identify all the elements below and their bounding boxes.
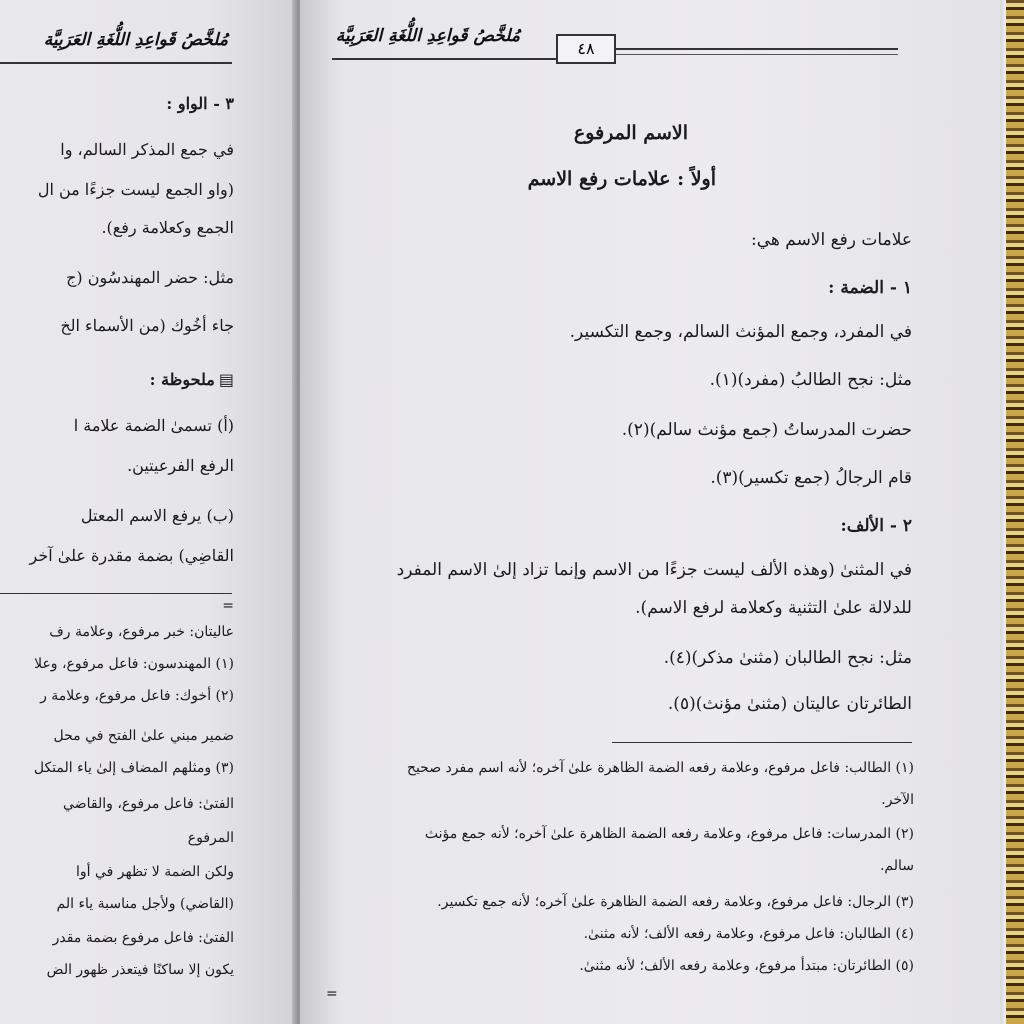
left-line: مثل: حضر المهندسُون (ج [66,268,234,287]
left-line: في جمع المذكر السالم، وا [60,140,234,159]
section-text: للدلالة علىٰ التثنية وكعلامة لرفع الاسم). [635,598,912,618]
example-line: مثل: نجح الطالبُ (مفرد)(١). [709,370,912,390]
section-text: في المثنىٰ (وهذه الألف ليست جزءًا من الاسم وإنما تزاد إلىٰ الاسم المفرد [396,560,912,580]
example-line: الطائرتان عاليتان (مثنىٰ مؤنث)(٥). [667,694,912,714]
section-heading-alif: ٢ - الألف: [840,516,912,536]
intro-text: علامات رفع الاسم هي: [750,230,912,250]
left-footnote-line: المرفوع [187,830,234,846]
book-cover-edge [1006,0,1024,1024]
footnote-line: سالم. [879,858,914,874]
page-title: الاسم المرفوع [573,122,688,144]
left-footnote-line: ضمير مبني علىٰ الفتح في محل [53,728,234,744]
left-line: جاء أخُوك (من الأسماء الخ [60,316,234,335]
example-line: قام الرجالُ (جمع تكسير)(٣). [710,468,912,488]
left-footnote-line: (٣) ومثلهم المضاف إلىٰ ياء المتكل [33,760,234,776]
left-footnote-line: الفتىٰ: فاعل مرفوع، والقاضي [63,796,234,812]
footnote-line: (٥) الطائرتان: مبتدأ مرفوع، وعلامة رفعه الألف؛ لأنه مثنىٰ. [579,958,914,974]
footnote-rule [612,742,912,743]
footnote-line: (٤) الطالبان: فاعل مرفوع، وعلامة رفعه الألف؛ لأنه مثنىٰ. [583,926,914,942]
left-page [0,0,298,1024]
left-footnote-line: ولكن الضمة لا تظهر في أوا [75,864,234,880]
left-running-header: مُلخَّصُ قَواعِدِ اللُّغَةِ العَرَبِيَّة [43,30,228,50]
left-line: (واو الجمع ليست جزءًا من ال [37,180,234,199]
left-line: (أ) تسمىٰ الضمة علامة ا [73,416,234,435]
left-footnote-line: عاليتان: خبر مرفوع، وعلامة رف [49,624,234,640]
left-footnote-line: (القاضي) ولأجل مناسبة ياء الم [56,896,234,912]
example-line: حضرت المدرساتُ (جمع مؤنث سالم)(٢). [621,420,912,440]
right-page [300,0,1006,1024]
left-line: القاضِي) بضمة مقدرة علىٰ آخر [29,546,234,565]
left-footnote-line: الفتىٰ: فاعل مرفوع بضمة مقدر [52,930,234,946]
left-line: الرفع الفرعيتين. [127,456,234,475]
note-label: ملحوظة : [149,370,215,389]
left-footnote-mark: = [222,598,234,614]
section-heading-damma: ١ - الضمة : [828,278,912,298]
left-footnote-rule [0,593,232,594]
footnote-line: (٣) الرجال: فاعل مرفوع، وعلامة رفعه الضمة الظاهرة علىٰ آخره؛ لأنه جمع تكسير. [437,894,914,910]
left-header-rule [0,62,232,64]
footnote-line: الآخر. [881,792,914,808]
footnote-line: (٢) المدرسات: فاعل مرفوع، وعلامة رفعه الضمة الظاهرة علىٰ آخره؛ لأنه جمع مؤنث [424,826,914,842]
section-text: في المفرد، وجمع المؤنث السالم، وجمع التكسير. [569,322,912,342]
page-number-badge: ٤٨ [556,34,616,64]
notebook-icon: ▤ [218,370,234,389]
left-footnote-line: (٢) أخوك: فاعل مرفوع، وعلامة ر [40,688,234,704]
page-subtitle: أولاً : علامات رفع الاسم [527,168,716,190]
footnote-line: (١) الطالب: فاعل مرفوع، وعلامة رفعه الضمة الظاهرة علىٰ آخره؛ لأنه اسم مفرد صحيح [406,760,914,776]
left-note-heading [150,370,234,389]
left-footnote-line: (١) المهندسون: فاعل مرفوع، وعلا [34,656,234,672]
bottom-mark: = [326,986,338,1002]
left-line: الجمع وكعلامة رفع). [101,218,234,237]
right-running-header: مُلخَّصُ قَواعِدِ اللُّغَةِ العَرَبِيَّة [335,26,520,46]
left-line: (ب) يرفع الاسم المعتل [80,506,234,525]
left-section-heading: ٣ - الواو : [166,94,234,113]
right-header-rule [332,58,562,60]
left-footnote-line: يكون إلا ساكنًا فيتعذر ظهور الض [46,962,234,978]
example-line: مثل: نجح الطالبان (مثنىٰ مذكر)(٤). [663,648,912,668]
